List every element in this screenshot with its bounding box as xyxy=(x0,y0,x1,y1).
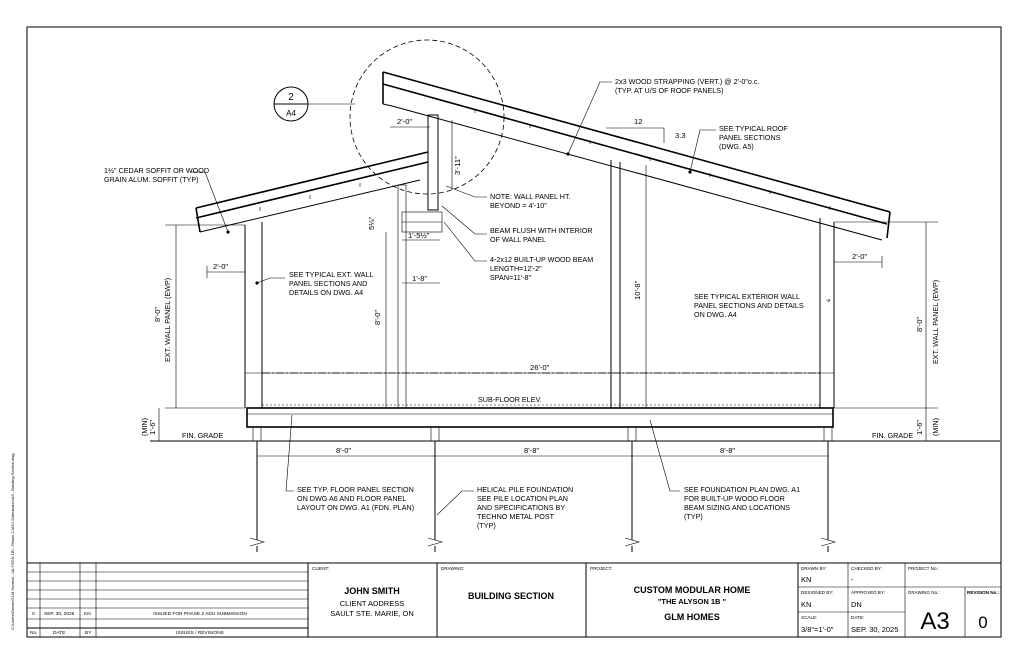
drawing-title: BUILDING SECTION xyxy=(467,591,555,601)
notes-floor-panel-2: LAYOUT ON DWG. A1 (FDN. PLAN) xyxy=(297,503,415,512)
label-fin-grade-left: FIN. GRADE xyxy=(182,431,224,440)
notes-beam-1: LENGTH=12'-2" xyxy=(490,264,542,273)
title-block-client-label: CLIENT: xyxy=(312,566,330,571)
side-file-path: C:\Users\Owner\GLM Homes\...\ALYSON 1B\...Phase 2 ADU Submission\A3 - Building Section.dwg xyxy=(10,453,15,630)
drawing-number: A3 xyxy=(920,608,950,635)
rev-header-desc: ISSUES / REVISIONS xyxy=(176,631,224,636)
dim-left-min: 1'-6" xyxy=(148,419,157,435)
notes-helical-4: (TYP) xyxy=(477,521,496,530)
checked-by: - xyxy=(851,575,854,584)
client-address: CLIENT ADDRESS xyxy=(339,599,405,608)
title-block-drawn-by-label: DRAWN BY: xyxy=(801,566,827,571)
notes-helical-0: HELICAL PILE FOUNDATION xyxy=(477,485,574,494)
floor-panel xyxy=(247,408,833,427)
title-block-designed-by-label: DESIGNED BY: xyxy=(801,590,834,595)
detail-callout-bubble xyxy=(274,87,355,121)
pile-3 xyxy=(625,427,639,552)
pile-1 xyxy=(250,427,264,552)
dim-strap-offset: 2'-0" xyxy=(397,117,413,126)
notes-roof-panel-0: SEE TYPICAL ROOF xyxy=(719,124,788,133)
note-roof-panel xyxy=(719,124,788,151)
title-block xyxy=(27,563,1001,637)
notes-strapping-1: (TYP. AT U/S OF ROOF PANELS) xyxy=(615,86,724,95)
dim-overall-width: 26'-0" xyxy=(530,363,550,372)
note-beam xyxy=(490,255,593,282)
notes-beam-0: 4-2x12 BUILT-UP WOOD BEAM xyxy=(490,255,594,264)
note-soffit xyxy=(104,166,209,184)
scale: 3/8"=1'-0" xyxy=(801,625,834,634)
project-line-2: "THE ALYSON 1B " xyxy=(657,597,727,606)
label-fin-grade-right: FIN. GRADE xyxy=(872,431,914,440)
notes-foundation-1: FOR BUILT-UP WOOD FLOOR xyxy=(684,494,785,503)
revision-number: 0 xyxy=(978,613,988,632)
label-ext-wall-left: EXT. WALL PANEL (EWP) xyxy=(163,277,172,362)
drawn-by: KN xyxy=(801,575,812,584)
notes-ext-wall-right-0: SEE TYPICAL EXTERIOR WALL xyxy=(694,292,800,301)
label-ext-wall-right: EXT. WALL PANEL (EWP) xyxy=(931,279,940,364)
sheet-border xyxy=(27,27,1001,637)
notes-roof-panel-2: (DWG. A5) xyxy=(719,142,754,151)
notes-soffit-0: 1½" CEDAR SOFFIT OR WOOD xyxy=(104,166,210,175)
notes-ext-wall-right-1: PANEL SECTIONS AND DETAILS xyxy=(694,301,804,310)
notes-ext-wall-left-0: SEE TYPICAL EXT. WALL xyxy=(289,270,374,279)
dim-right-wall-height: 8'-0" xyxy=(915,316,924,332)
title-block-drawing-label: DRAWING: xyxy=(441,566,465,571)
title-block-project-label: PROJECT: xyxy=(590,566,613,571)
notes-helical-1: SEE PILE LOCATION PLAN xyxy=(477,494,568,503)
designed-by: KN xyxy=(801,600,812,609)
notes-ext-wall-left-2: DETAILS ON DWG. A4 xyxy=(289,288,364,297)
notes-helical-2: AND SPECIFICATIONS BY xyxy=(477,503,566,512)
date: SEP. 30, 2025 xyxy=(851,625,899,634)
notes-foundation-3: (TYP) xyxy=(684,512,703,521)
main-roof xyxy=(383,72,890,240)
approved-by: DN xyxy=(851,600,862,609)
label-sub-floor: SUB-FLOOR ELEV. xyxy=(478,395,542,404)
notes-foundation-0: SEE FOUNDATION PLAN DWG. A1 xyxy=(684,485,801,494)
client-name: JOHN SMITH xyxy=(344,586,400,596)
notes-strapping-0: 2x3 WOOD STRAPPING (VERT.) @ 2'-0"o.c. xyxy=(615,77,760,86)
detail-circle xyxy=(350,40,504,194)
notes-ext-wall-right-2: ON DWG. A4 xyxy=(694,310,737,319)
dim-right-min: 1'-6" xyxy=(915,419,924,435)
rev-row-by: KN xyxy=(84,612,91,617)
notes-beam-flush-0: BEAM FLUSH WITH INTERIOR xyxy=(490,226,593,235)
revision-table xyxy=(27,563,308,637)
detail-callout-sheet: A4 xyxy=(286,109,296,118)
notes-beam-2: SPAN=11'-8" xyxy=(490,273,532,282)
rev-header-by: BY xyxy=(85,631,92,636)
note-floor-panel xyxy=(297,485,414,512)
title-block-project-no-label: PROJECT No.: xyxy=(908,566,940,571)
dim-inner-1: 1'-8" xyxy=(412,274,428,283)
rev-header-date: DATE xyxy=(53,631,66,636)
rev-header-no: No. xyxy=(30,631,38,636)
lower-roof xyxy=(196,152,428,232)
client-city: SAULT STE. MARIE, ON xyxy=(330,609,414,618)
rev-row-date: SEP. 30, 2025 xyxy=(44,612,75,617)
dim-soffit-right: 2'-0" xyxy=(852,252,868,261)
dim-small-1: 5¼" xyxy=(367,216,376,230)
note-foundation xyxy=(684,485,800,521)
title-block-scale-label: SCALE: xyxy=(801,615,818,620)
note-strapping xyxy=(615,77,759,95)
notes-roof-panel-1: PANEL SECTIONS xyxy=(719,133,781,142)
project-line-3: GLM HOMES xyxy=(664,612,720,622)
pile-4 xyxy=(821,427,835,552)
note-beam-flush xyxy=(490,226,593,244)
dim-beam-depth-top: 3'-11" xyxy=(453,156,462,175)
dim-pitch-rise: 3.3 xyxy=(675,131,686,140)
note-ext-wall-right xyxy=(694,292,804,319)
dim-center-wall-height: 10'-8" xyxy=(633,280,642,300)
drawing-title-block xyxy=(441,566,554,601)
dim-pile-1: 8'-0" xyxy=(336,446,352,455)
notes-floor-panel-1: ON DWG A6 AND FLOOR PANEL xyxy=(297,494,407,503)
rev-row-no: 0 xyxy=(32,612,35,617)
note-wall-ht xyxy=(490,192,571,210)
dim-pile-3: 8'-8" xyxy=(720,446,736,455)
dim-left-wall-height: 8'-0" xyxy=(153,306,162,322)
pile-2 xyxy=(428,427,442,552)
notes-soffit-1: GRAIN ALUM. SOFFIT (TYP) xyxy=(104,175,199,184)
interior-post xyxy=(398,115,442,408)
title-block-checked-by-label: CHECKED BY: xyxy=(851,566,882,571)
note-helical xyxy=(477,485,573,530)
center-wall xyxy=(611,160,620,408)
dim-left-min-label: (MIN) xyxy=(140,418,149,436)
notes-floor-panel-0: SEE TYP. FLOOR PANEL SECTION xyxy=(297,485,414,494)
dim-right-min-label: (MIN) xyxy=(931,418,940,436)
title-block-revision-no-label: REVISION No.: xyxy=(967,590,1000,595)
dim-small-2: 1'-5½" xyxy=(408,231,430,240)
rev-row-desc: ISSUED FOR PHASE 2 ADU SUBMISSION xyxy=(153,612,247,617)
dimension-lines xyxy=(159,120,938,462)
detail-callout-number: 2 xyxy=(288,92,294,103)
dim-pitch-run: 12 xyxy=(634,117,643,126)
title-block-approved-by-label: APPROVED BY: xyxy=(851,590,885,595)
dim-pile-2: 8'-8" xyxy=(524,446,540,455)
left-exterior-wall xyxy=(245,222,262,408)
notes-helical-3: TECHNO METAL POST xyxy=(477,512,555,521)
signoff-grid xyxy=(798,563,1001,637)
note-ext-wall-left xyxy=(289,270,373,297)
project-block xyxy=(590,566,750,622)
dim-left-wall-inner: 8'-0" xyxy=(373,309,382,325)
title-block-date-label: DATE: xyxy=(851,615,865,620)
notes-wall-ht-0: NOTE: WALL PANEL HT. xyxy=(490,192,571,201)
title-block-drawing-no-label: DRAWING No.: xyxy=(908,590,940,595)
notes-beam-flush-1: OF WALL PANEL xyxy=(490,235,547,244)
right-exterior-wall xyxy=(820,218,834,408)
notes-ext-wall-left-1: PANEL SECTIONS AND xyxy=(289,279,368,288)
project-line-1: CUSTOM MODULAR HOME xyxy=(633,585,751,595)
notes-wall-ht-1: BEYOND = 4'-10" xyxy=(490,201,547,210)
notes-foundation-2: BEAM SIZING AND LOCATIONS xyxy=(684,503,791,512)
dim-soffit-left: 2'-0" xyxy=(213,262,229,271)
client-block xyxy=(312,566,414,618)
